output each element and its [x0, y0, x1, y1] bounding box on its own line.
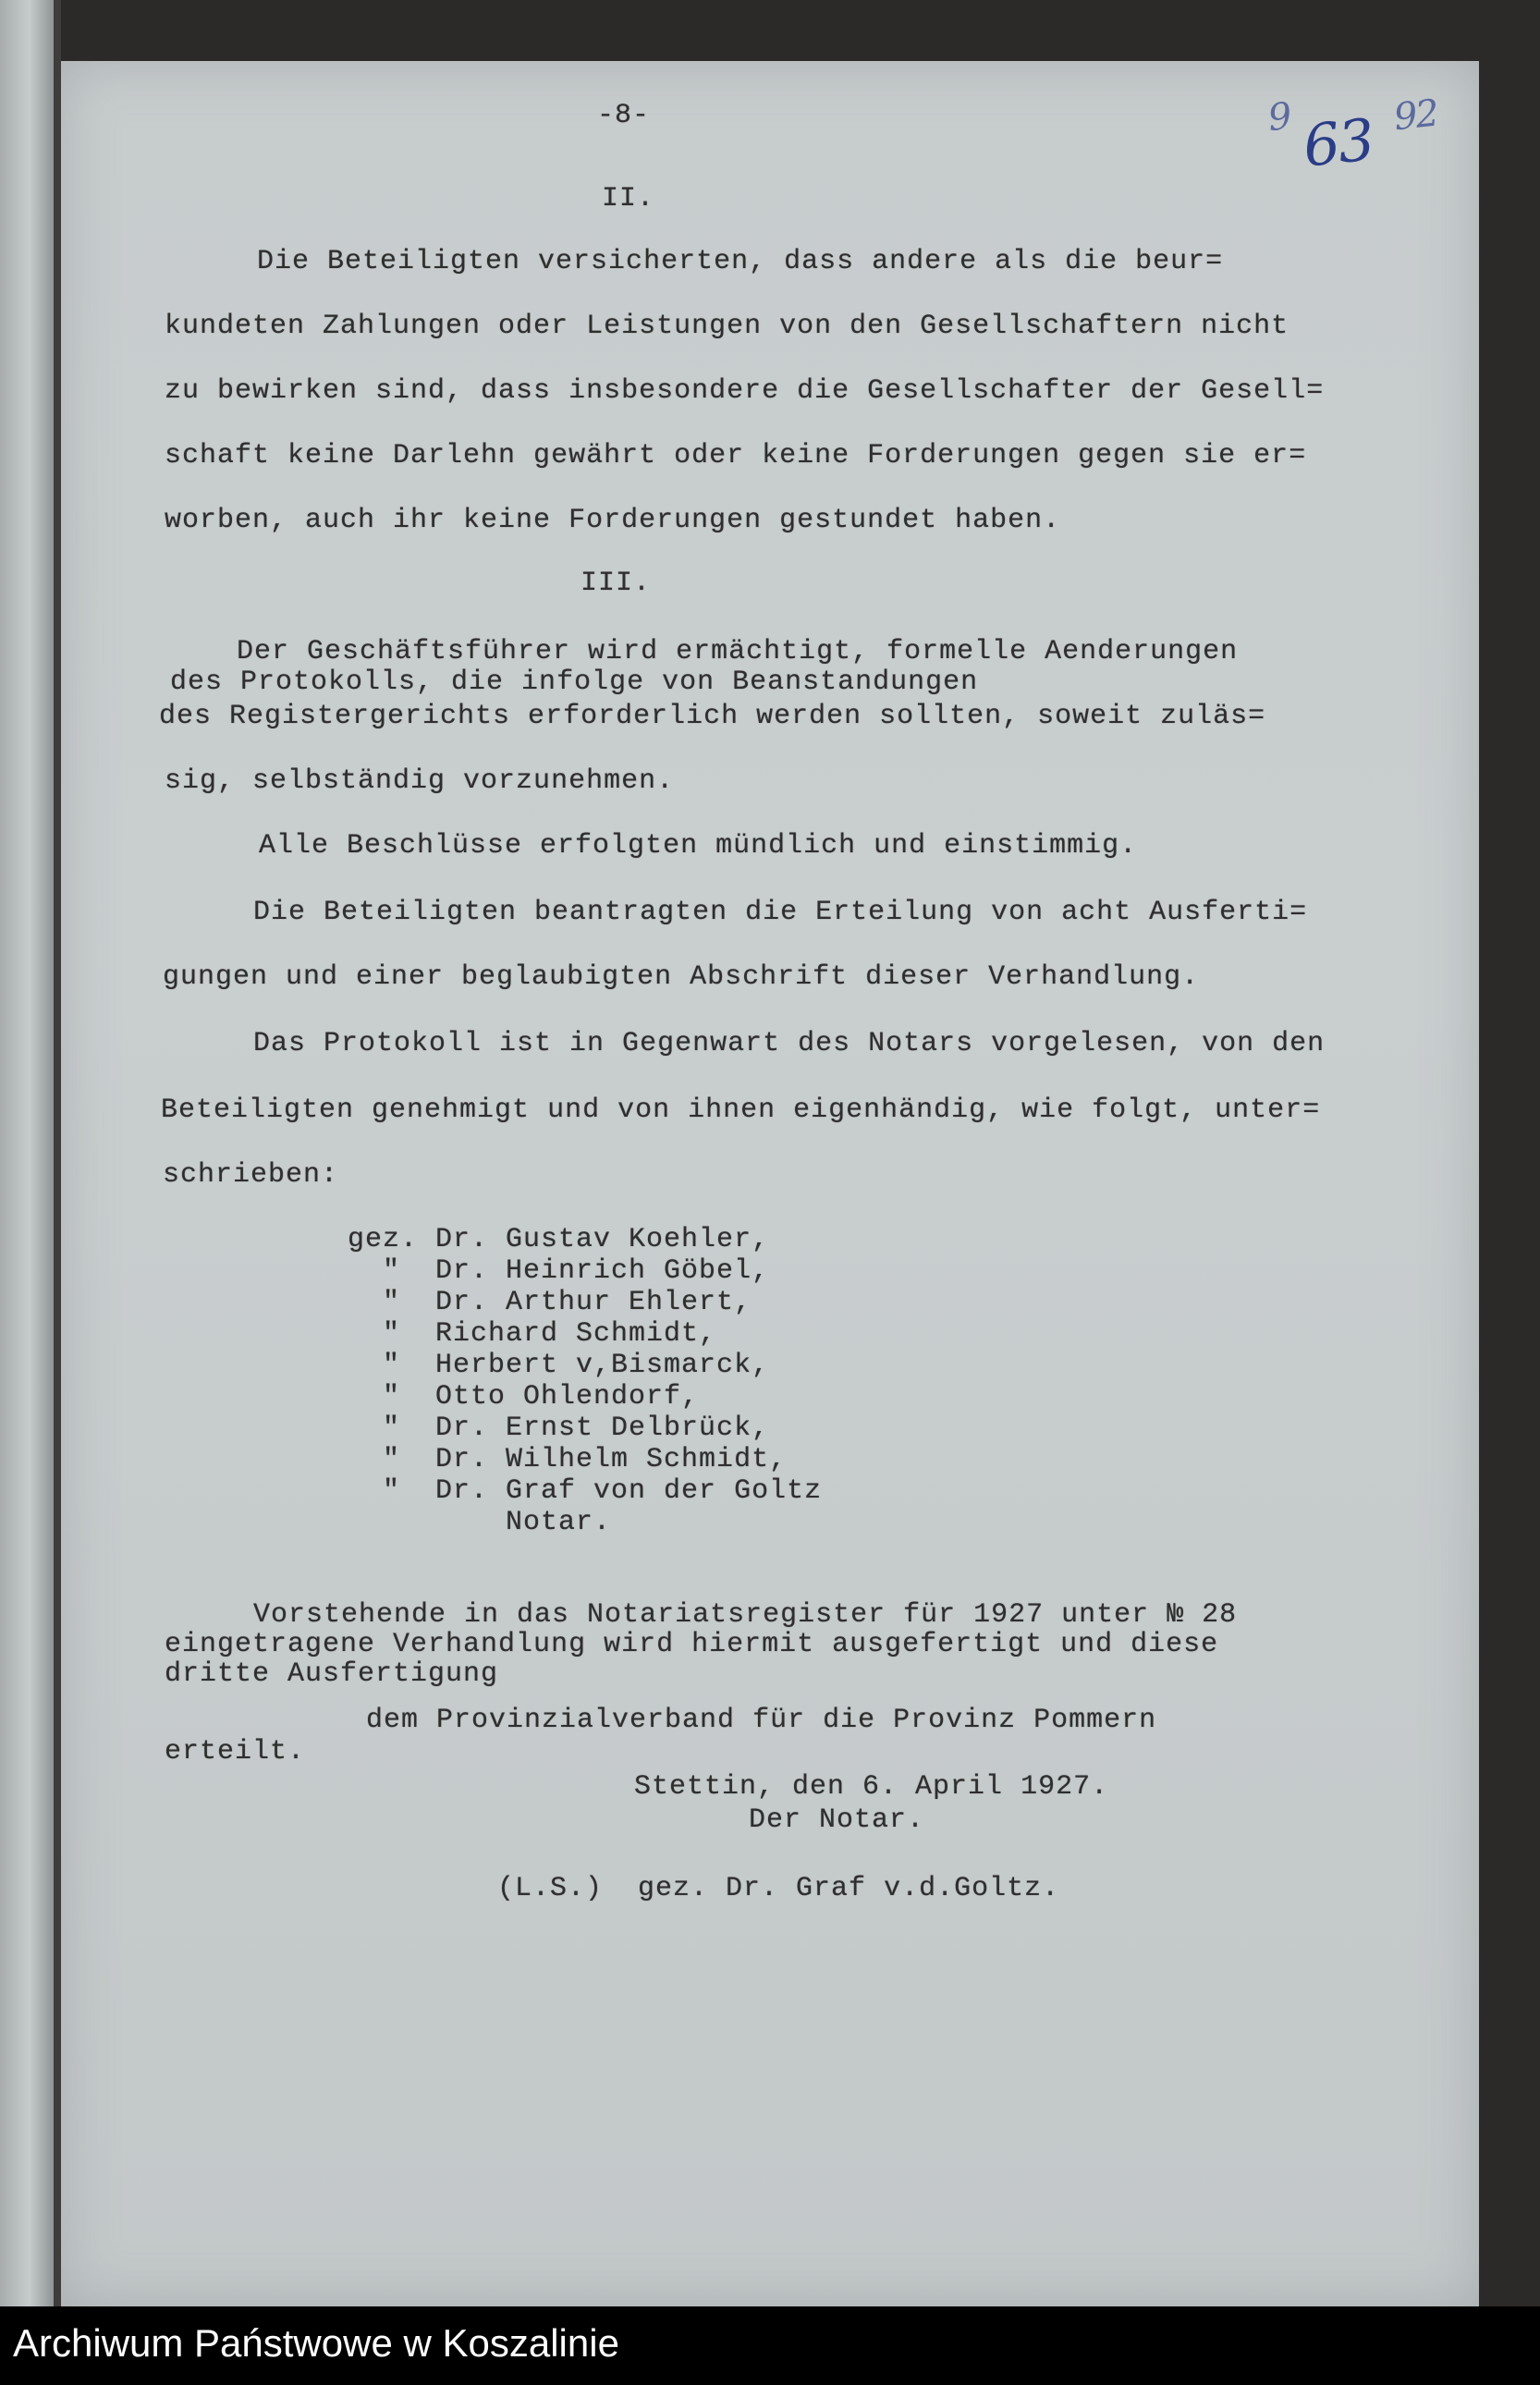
paragraph-line: Vorstehende in das Notariatsregister für 1927 unter № 28: [253, 1599, 1238, 1631]
paragraph-line: erteilt.: [165, 1736, 306, 1767]
archive-number-mark: 92: [1391, 92, 1440, 140]
paragraph-line: schaft keine Darlehn gewährt oder keine Forderungen gegen sie er=: [165, 440, 1307, 471]
archive-name: Archiwum Państwowe w Koszalinie: [13, 2321, 619, 2365]
paragraph-line: zu bewirken sind, dass insbesondere die Gesellschafter der Gesell=: [165, 375, 1325, 407]
paragraph-line: worben, auch ihr keine Forderungen gestundet haben.: [165, 505, 1061, 536]
paragraph-line: des Protokolls, die infolge von Beanstandungen: [170, 667, 979, 698]
paragraph-line: dritte Ausfertigung: [165, 1658, 499, 1690]
section-heading-3: III.: [581, 568, 652, 599]
document-sheet: [61, 61, 1479, 2306]
page-stack-edge: [0, 0, 54, 2306]
signature-line: " Otto Ohlendorf,: [348, 1381, 700, 1413]
signature-line: " Herbert v,Bismarck,: [348, 1350, 770, 1381]
paragraph-line: Die Beteiligten beantragten die Erteilung von acht Ausferti=: [253, 897, 1308, 928]
paragraph-line: Beteiligten genehmigt und von ihnen eigenhändig, wie folgt, unter=: [161, 1095, 1321, 1126]
paragraph-line: Der Geschäftsführer wird ermächtigt, formelle Aenderungen: [237, 636, 1239, 667]
signature-line: " Dr. Heinrich Göbel,: [348, 1255, 770, 1287]
paragraph-line: sig, selbständig vorzunehmen.: [165, 765, 675, 797]
seal-signature: (L.S.) gez. Dr. Graf v.d.Goltz.: [497, 1873, 1060, 1904]
paragraph-line: Alle Beschlüsse erfolgten mündlich und einstimmig.: [259, 830, 1138, 862]
page-number: -8-: [597, 100, 651, 131]
paragraph-line: Das Protokoll ist in Gegenwart des Notars vorgelesen, von den: [253, 1028, 1326, 1059]
paragraph-line: des Registergerichts erforderlich werden sollten, soweit zuläs=: [159, 701, 1266, 732]
paragraph-line: eingetragene Verhandlung wird hiermit ausgefertigt und diese: [165, 1629, 1219, 1660]
signature-line: " Dr. Wilhelm Schmidt,: [348, 1444, 788, 1475]
binding-edge: [54, 0, 61, 2306]
archive-number-mark: 63: [1300, 105, 1376, 180]
paragraph-line: kundeten Zahlungen oder Leistungen von den Gesellschaftern nicht: [165, 311, 1289, 342]
signature-line: " Dr. Arthur Ehlert,: [348, 1287, 752, 1318]
signature-line: gez. Dr. Gustav Koehler,: [348, 1224, 770, 1255]
paragraph-line: Die Beteiligten versicherten, dass andere als die beur=: [257, 246, 1224, 277]
notary-title: Der Notar.: [749, 1804, 925, 1836]
archive-footer: [0, 2306, 1540, 2385]
place-date: Stettin, den 6. April 1927.: [634, 1771, 1109, 1803]
signature-line: " Richard Schmidt,: [348, 1318, 717, 1350]
paragraph-line: gungen und einer beglaubigten Abschrift dieser Verhandlung.: [163, 961, 1200, 993]
signature-line: " Dr. Ernst Delbrück,: [348, 1413, 770, 1444]
signature-line: " Dr. Graf von der Goltz: [348, 1475, 823, 1507]
paragraph-line: schrieben:: [163, 1159, 339, 1191]
paragraph-line: dem Provinzialverband für die Provinz Pommern: [366, 1705, 1157, 1736]
section-heading-2: II.: [602, 183, 655, 214]
signature-line: Notar.: [348, 1507, 612, 1538]
archive-number-mark: 9: [1265, 94, 1292, 141]
